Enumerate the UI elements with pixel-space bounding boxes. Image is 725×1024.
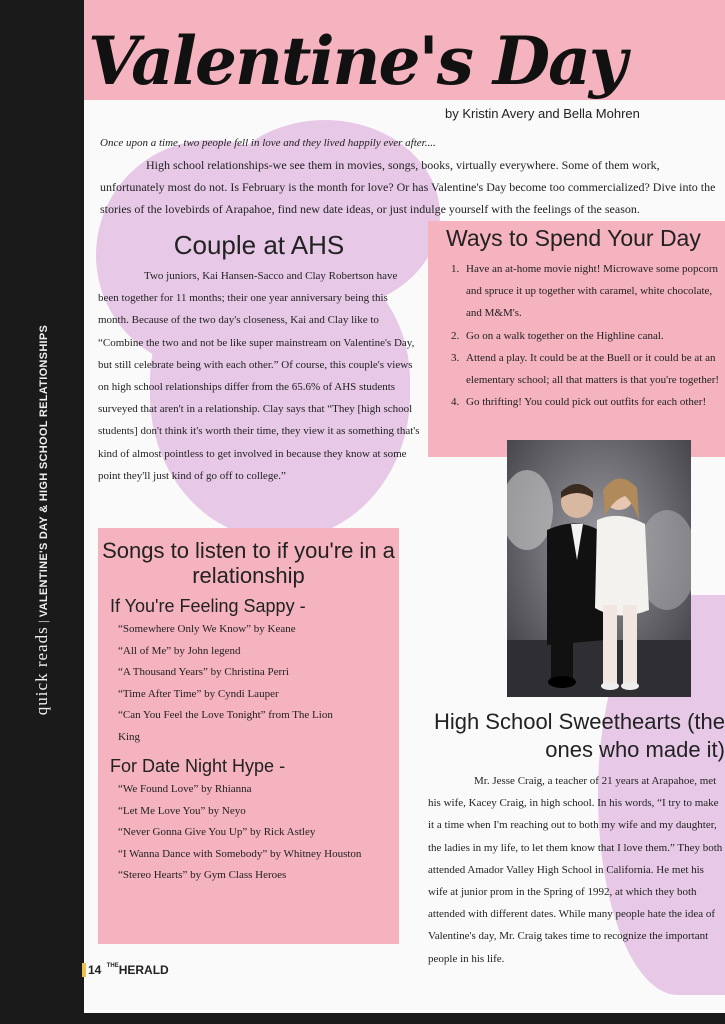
spine-bar bbox=[0, 0, 84, 1024]
sweethearts-heading: High School Sweethearts (the ones who made it) bbox=[433, 709, 725, 762]
photo-illustration bbox=[507, 440, 691, 697]
ways-item: 4. Go thrifting! You could pick out outfits for each other! bbox=[462, 391, 725, 413]
section-subtitle: VALENTINE'S DAY & HIGH SCHOOL RELATIONSHIPS bbox=[38, 324, 50, 618]
byline: by Kristin Avery and Bella Mohren bbox=[445, 106, 640, 121]
song-item: “I Wanna Dance with Somebody” by Whitney Houston bbox=[118, 847, 362, 860]
ways-item: 1. Have an at-home movie night! Microwave some popcorn and spruce it up together with caramel, white chocolate, and M&M's. bbox=[462, 258, 725, 325]
couple-body: Two juniors, Kai Hansen-Sacco and Clay Robertson have been together for 11 months; their one year anniversary being this month. Because of the two day's closeness, Kai and Clay like to “Combine the two and not be like super mainstream on Valentine's Day, but still celebrate being with each other.” Of course, this couple's views on high school relationships differ from the 65.6% of AHS students surveyed that aren't in a relationship. Clay says that “They [high school students] don't think it's worth their time, they view it as something that's kind of almost pointless to get involved in because they know at some point they'll just kind of go off to college.” bbox=[98, 270, 420, 482]
song-item: “All of Me” by John legend bbox=[118, 644, 241, 657]
intro-lead: Once upon a time, two people fell in love and they lived happily ever after.... bbox=[100, 137, 436, 149]
hype-heading: For Date Night Hype - bbox=[110, 756, 286, 776]
song-item: “We Found Love” by Rhianna bbox=[118, 783, 252, 795]
song-item: “Let Me Love You” by Neyo bbox=[118, 804, 246, 817]
song-item: “Stereo Hearts” by Gym Class Heroes bbox=[118, 869, 287, 881]
page-footer bbox=[82, 963, 169, 977]
songs-box bbox=[98, 528, 399, 944]
couple-section bbox=[98, 230, 420, 487]
sappy-heading: If You're Feeling Sappy - bbox=[110, 596, 306, 616]
publication-the: THE bbox=[106, 963, 119, 969]
song-item: “Can You Feel the Love Tonight” from The Lion King bbox=[118, 709, 333, 743]
section-label bbox=[32, 325, 52, 715]
songs-heading: Songs to listen to if you're in a relationship bbox=[102, 538, 395, 588]
sappy-list bbox=[98, 619, 399, 748]
song-item: “A Thousand Years” by Christina Perri bbox=[118, 666, 289, 678]
section-name: quick reads bbox=[32, 626, 51, 716]
song-item: “Time After Time” by Cyndi Lauper bbox=[118, 687, 279, 700]
intro-body: High school relationships-we see them in movies, songs, books, virtually everywhere. Some of them work, unfortunately most do not. Is February is the month for love? Or has Valentine's Day become too commercialized? Dive into the stories of the lovebirds of Arapahoe, find new date ideas, or just indulge yourself with the feelings of the season. bbox=[100, 158, 716, 216]
divider: | bbox=[35, 617, 50, 624]
song-item: “Never Gonna Give You Up” by Rick Astley bbox=[118, 826, 316, 838]
page-number: 14 bbox=[82, 963, 103, 977]
ways-item: 2. Go on a walk together on the Highline canal. bbox=[462, 325, 725, 347]
couple-photo bbox=[507, 440, 691, 697]
ways-list bbox=[428, 258, 725, 413]
bottom-edge bbox=[0, 1013, 725, 1024]
ways-heading: Ways to Spend Your Day bbox=[446, 225, 701, 251]
ways-item: 3. Attend a play. It could be at the Buell or it could be at an elementary school; all that matters is that you're together! bbox=[462, 347, 725, 391]
song-item: “Somewhere Only We Know” by Keane bbox=[118, 623, 296, 635]
intro bbox=[100, 132, 722, 220]
publication-name: HERALD bbox=[118, 963, 169, 977]
hype-list bbox=[98, 779, 399, 887]
ways-box bbox=[428, 221, 725, 457]
sweethearts-section bbox=[428, 708, 725, 970]
sweethearts-body: Mr. Jesse Craig, a teacher of 21 years at Arapahoe, met his wife, Kacey Craig, in high school. In his words, “I try to make it a time when I'm reaching out to both my wife and my daughter, the ladies in my life, to let them know that I love them.” They both attended Amador Valley High School in California. He met his wife at junior prom in the Spring of 1992, at which they both attended with different dates. While many people hate the idea of Valentine's day, Mr. Craig takes time to recognize the important people in his life. bbox=[428, 775, 723, 965]
couple-heading: Couple at AHS bbox=[173, 230, 345, 260]
page-title: Valentine's Day bbox=[88, 22, 626, 100]
